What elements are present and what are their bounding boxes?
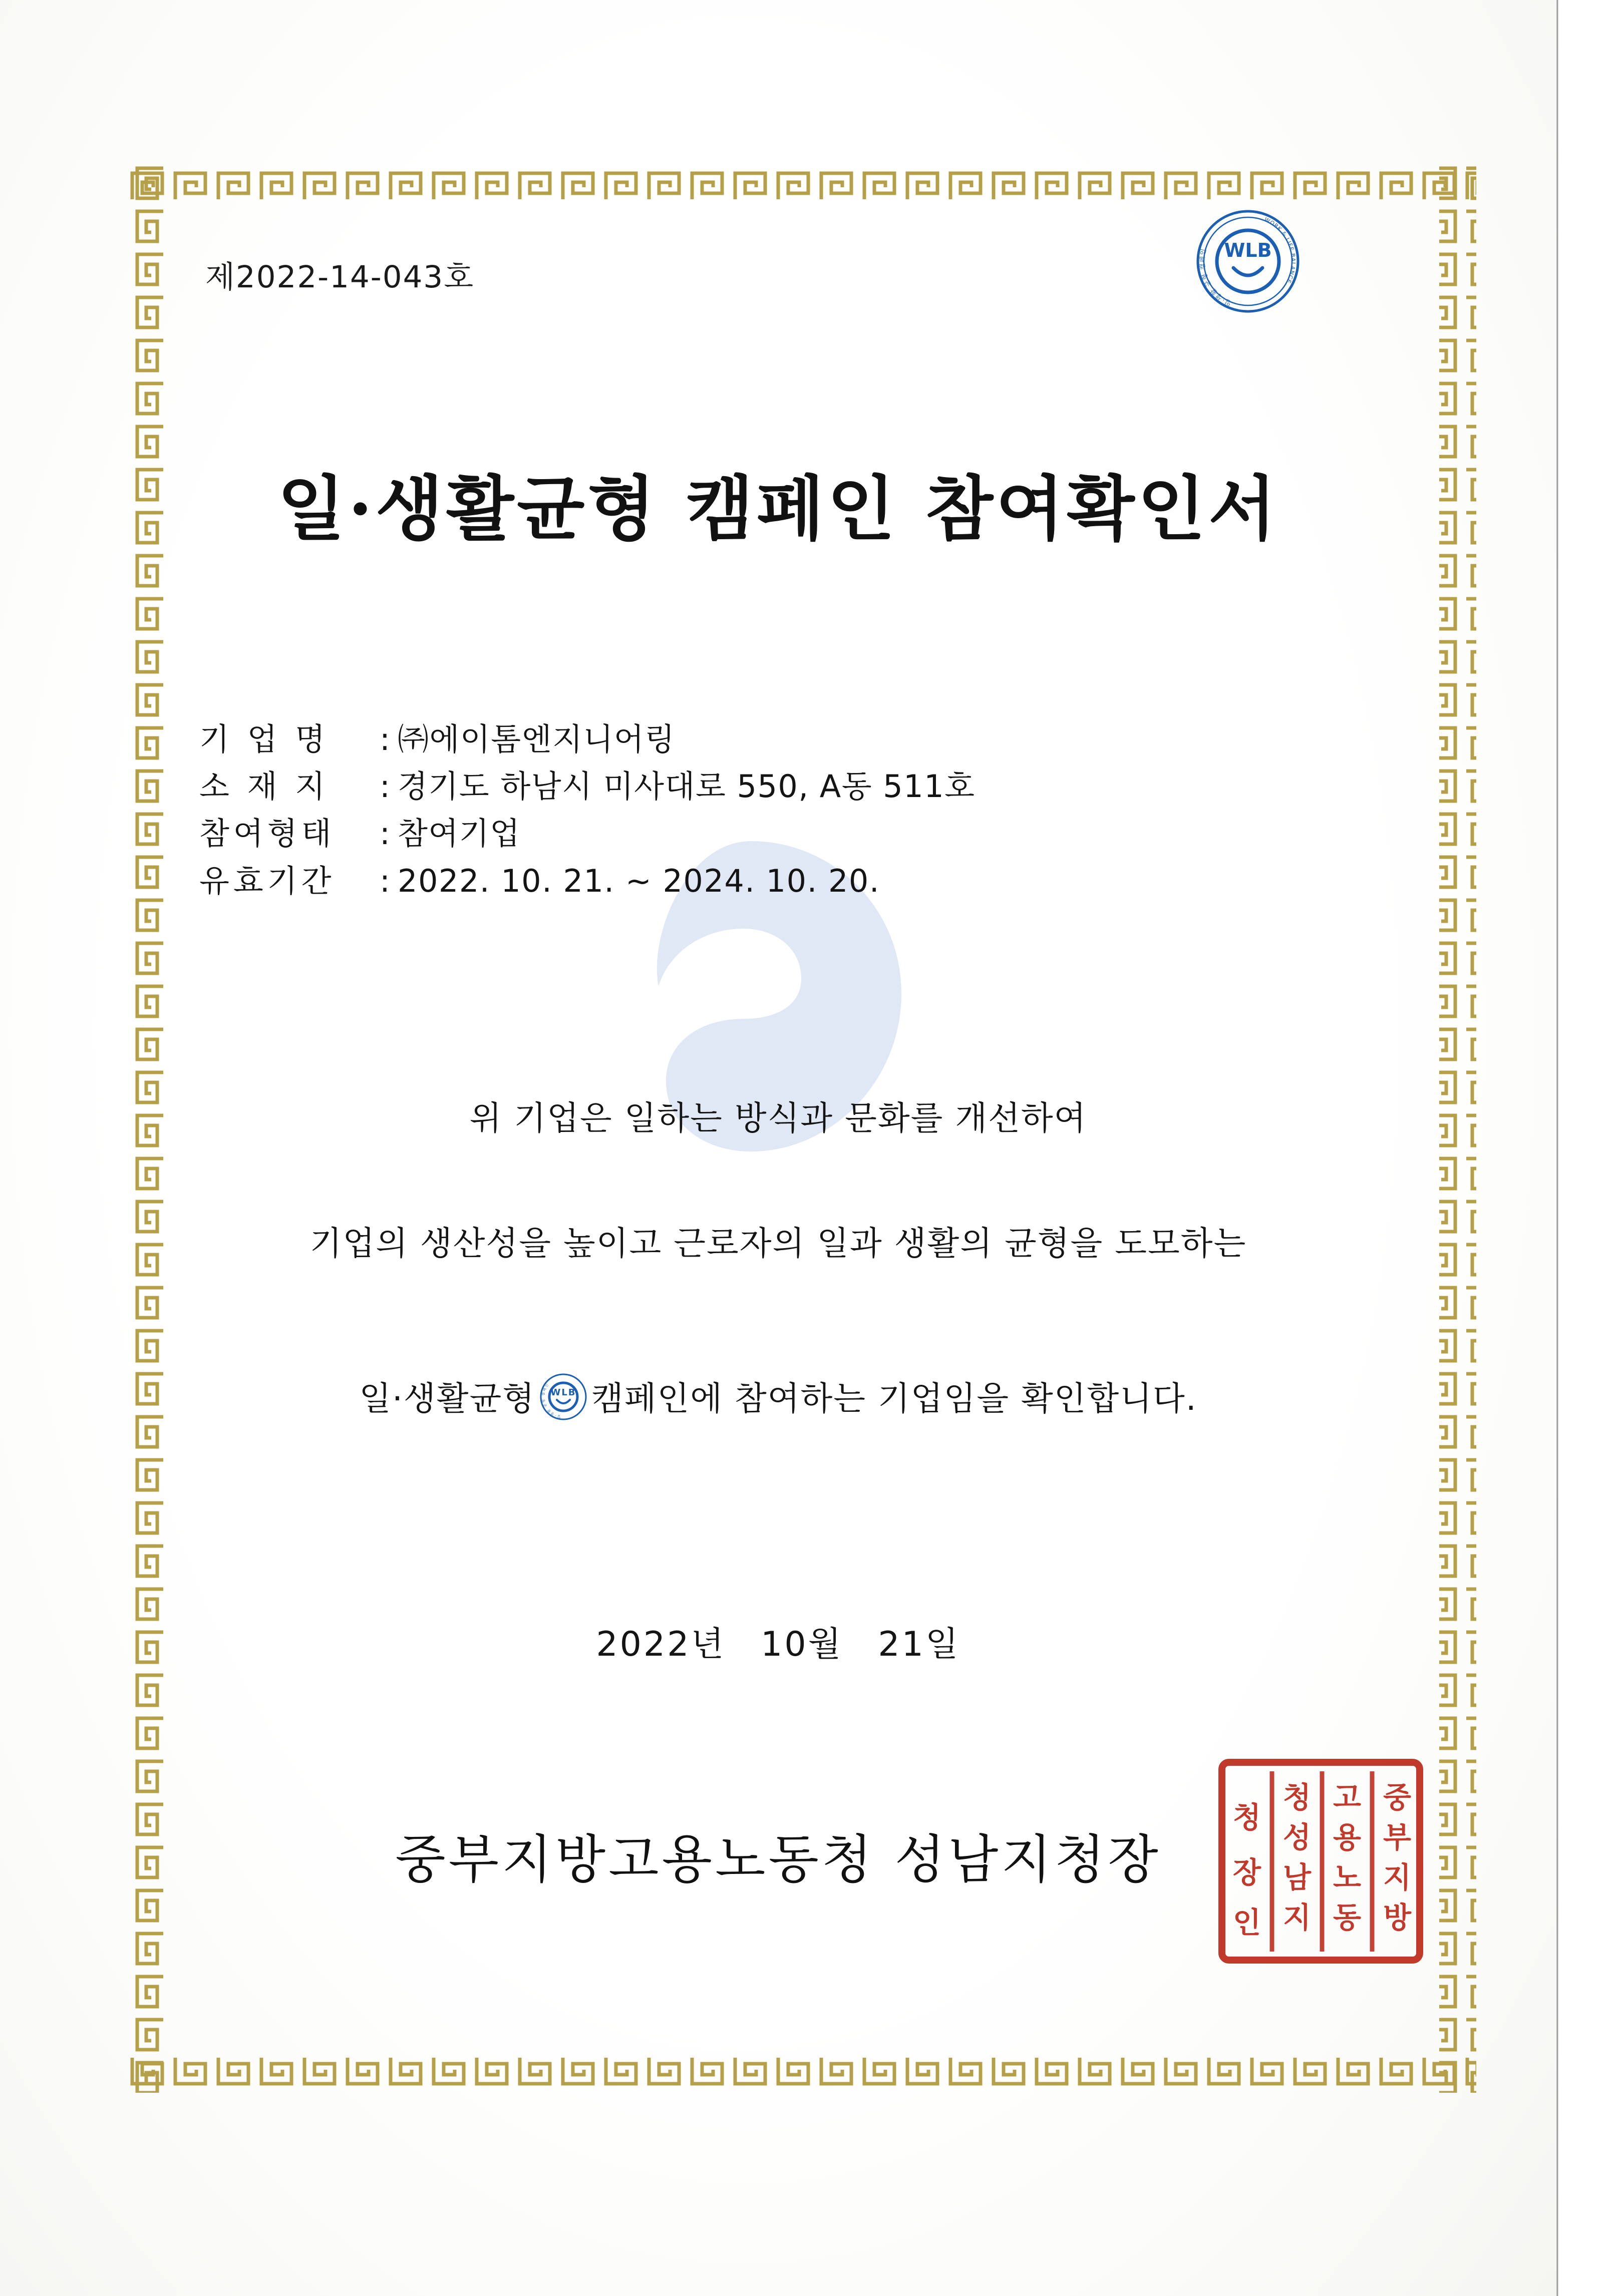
field-value-valid-period: 2022. 10. 21. ~ 2024. 10. 20. xyxy=(398,862,880,899)
wlb-logo-seal-icon xyxy=(1194,208,1302,315)
svg-text:남: 남 xyxy=(1282,1860,1312,1894)
field-label-valid-period: 유효기간 xyxy=(199,862,336,899)
svg-text:일·생활 균형 캠페인: 일·생활 균형 캠페인 xyxy=(541,1382,561,1419)
issue-date-month: 10월 xyxy=(761,1625,843,1664)
svg-text:용: 용 xyxy=(1333,1820,1362,1854)
svg-text:방: 방 xyxy=(1383,1900,1412,1935)
wlb-seal-svg xyxy=(1194,208,1302,315)
field-row xyxy=(199,763,1401,810)
body-text-line-3-after: 캠페인에 참여하는 기업임을 확인합니다. xyxy=(591,1379,1197,1418)
svg-text:WLB: WLB xyxy=(550,1387,576,1398)
page-edge-margin xyxy=(1558,0,1624,2296)
field-label-company: 기 업 명 xyxy=(199,721,330,757)
field-colon: : xyxy=(380,721,391,757)
svg-text:성: 성 xyxy=(1282,1820,1312,1854)
body-text-line-1: 위 기업은 일하는 방식과 문화를 개선하여 xyxy=(469,1099,1087,1137)
field-row xyxy=(199,716,1401,763)
field-value-participation-type: 참여기업 xyxy=(398,815,521,852)
certificate-fields xyxy=(199,716,1401,905)
svg-text:중: 중 xyxy=(1383,1780,1412,1814)
field-colon: : xyxy=(380,768,391,805)
official-red-stamp-icon xyxy=(1217,1757,1425,1965)
page-title: 일·생활균형 캠페인 참여확인서 xyxy=(277,468,1279,550)
body-text-line-3-before: 일·생활균형 xyxy=(359,1379,535,1418)
document-number: 제2022-14-043호 xyxy=(205,259,475,295)
svg-text:WORK & LIFE BALANCE: WORK & LIFE BALANCE xyxy=(1263,216,1297,285)
field-label-address: 소 재 지 xyxy=(199,768,330,805)
field-row xyxy=(199,858,1401,905)
field-label-participation-type: 참여형태 xyxy=(199,815,336,852)
body-text-line-2: 기업의 생산성을 높이고 근로자의 일과 생활의 균형을 도모하는 xyxy=(309,1224,1247,1263)
svg-text:고: 고 xyxy=(1333,1780,1362,1814)
field-colon: : xyxy=(380,815,391,852)
svg-text:일·생활 균형 캠페인: 일·생활 균형 캠페인 xyxy=(1198,247,1233,307)
issue-date xyxy=(0,1617,1556,1666)
wlb-inline-seal-icon xyxy=(539,1373,587,1421)
official-red-stamp-svg xyxy=(1217,1757,1425,1965)
field-value-address: 경기도 하남시 미사대로 550, A동 511호 xyxy=(398,768,976,805)
field-value-company: ㈜에이톰엔지니어링 xyxy=(398,721,676,757)
issue-date-day: 21일 xyxy=(878,1625,960,1664)
issuer-name: 중부지방고용노동청 성남지청장 xyxy=(395,1829,1161,1890)
field-row xyxy=(199,810,1401,857)
body-text-line-3 xyxy=(0,1372,1556,1421)
field-colon: : xyxy=(380,862,391,899)
svg-text:동: 동 xyxy=(1333,1900,1362,1935)
svg-text:WLB: WLB xyxy=(1224,239,1272,261)
svg-text:지: 지 xyxy=(1282,1900,1312,1935)
svg-text:인: 인 xyxy=(1232,1905,1261,1940)
wlb-inline-seal-svg xyxy=(539,1373,587,1421)
svg-text:지: 지 xyxy=(1383,1860,1412,1894)
svg-text:부: 부 xyxy=(1383,1820,1412,1854)
svg-text:청: 청 xyxy=(1232,1800,1261,1834)
svg-text:장: 장 xyxy=(1232,1855,1261,1889)
svg-text:청: 청 xyxy=(1282,1780,1312,1814)
issue-date-year: 2022년 xyxy=(596,1625,726,1664)
svg-text:노: 노 xyxy=(1333,1860,1362,1894)
